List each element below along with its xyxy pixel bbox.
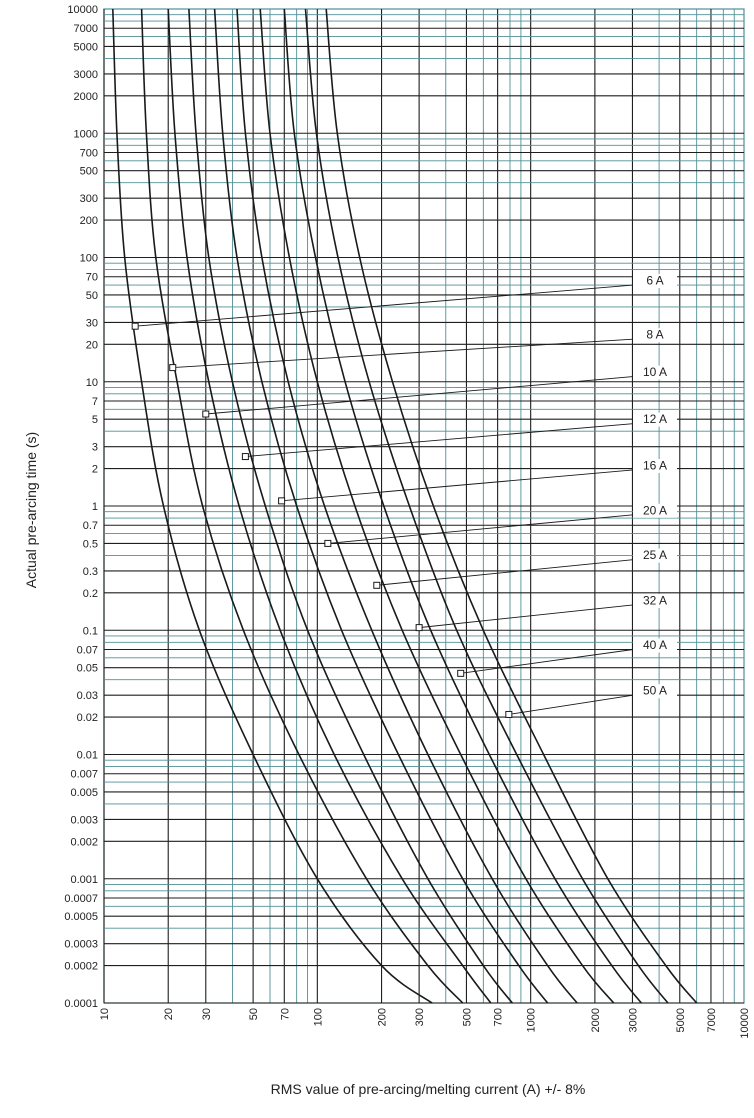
y-tick-label: 2000 xyxy=(73,90,98,103)
label-leader-lines xyxy=(135,285,672,714)
x-tick-label: 5000 xyxy=(674,1008,687,1033)
marker-40a xyxy=(458,670,464,676)
y-tick-label: 1000 xyxy=(73,128,98,141)
curve-markers xyxy=(132,323,512,717)
y-tick-label: 0.05 xyxy=(76,662,98,675)
marker-20a xyxy=(325,540,331,546)
y-tick-label: 0.001 xyxy=(70,873,98,886)
x-axis-title: RMS value of pre-arcing/melting current (A) +/- 8% xyxy=(270,1081,586,1097)
marker-12a xyxy=(242,454,248,460)
x-tick-label: 70 xyxy=(279,1008,292,1021)
marker-16a xyxy=(279,498,285,504)
y-tick-label: 500 xyxy=(79,165,98,178)
y-tick-label: 10 xyxy=(85,376,98,389)
marker-32a xyxy=(416,625,422,631)
x-axis-tick-labels xyxy=(99,1008,751,1039)
leader-50a xyxy=(509,695,633,714)
x-tick-label: 1000 xyxy=(525,1008,538,1033)
y-tick-label: 7 xyxy=(91,395,98,408)
y-tick-label: 0.002 xyxy=(70,836,98,849)
label-20a: 20 A xyxy=(642,503,668,518)
label-50a: 50 A xyxy=(642,683,668,698)
y-tick-label: 0.3 xyxy=(82,565,98,578)
y-tick-label: 0.1 xyxy=(82,625,98,638)
marker-6a xyxy=(132,323,138,329)
y-tick-label: 0.0007 xyxy=(64,892,98,905)
y-tick-label: 0.07 xyxy=(76,644,98,657)
x-tick-label: 200 xyxy=(376,1008,389,1027)
y-tick-label: 3 xyxy=(91,441,98,454)
x-tick-label: 50 xyxy=(248,1008,261,1021)
y-tick-label: 0.7 xyxy=(82,520,98,533)
x-tick-label: 10 xyxy=(99,1008,111,1021)
y-tick-label: 1 xyxy=(91,501,98,513)
y-tick-label: 20 xyxy=(85,339,98,352)
label-10a: 10 A xyxy=(642,365,668,380)
marker-25a xyxy=(374,582,380,588)
y-tick-label: 300 xyxy=(79,193,98,206)
y-tick-label: 0.007 xyxy=(70,768,98,781)
marker-10a xyxy=(203,411,209,417)
y-tick-label: 0.005 xyxy=(70,786,98,799)
x-tick-label: 10000 xyxy=(739,1008,751,1039)
label-40a: 40 A xyxy=(642,637,668,652)
x-tick-label: 30 xyxy=(200,1008,213,1021)
label-16a: 16 A xyxy=(642,458,668,473)
label-32a: 32 A xyxy=(642,593,668,608)
y-tick-label: 0.0001 xyxy=(64,998,98,1010)
y-tick-label: 0.02 xyxy=(76,712,98,725)
y-tick-label: 0.003 xyxy=(70,814,98,827)
y-tick-label: 5 xyxy=(91,414,98,427)
y-axis-title: Actual pre-arcing time (s) xyxy=(23,431,39,589)
y-tick-label: 200 xyxy=(79,215,98,228)
y-tick-label: 0.03 xyxy=(76,690,98,703)
y-tick-label: 30 xyxy=(85,317,98,330)
label-12a: 12 A xyxy=(642,412,668,427)
y-tick-label: 0.01 xyxy=(76,749,98,762)
y-tick-label: 0.0005 xyxy=(64,911,98,924)
y-tick-label: 0.0002 xyxy=(64,960,98,973)
x-tick-label: 3000 xyxy=(627,1008,640,1033)
label-6a: 6 A xyxy=(646,273,664,288)
y-axis-tick-labels xyxy=(64,4,98,1010)
marker-50a xyxy=(506,711,512,717)
x-tick-label: 2000 xyxy=(589,1008,602,1033)
fuse-rating-labels xyxy=(633,274,677,699)
label-8a: 8 A xyxy=(646,327,664,342)
y-tick-label: 0.2 xyxy=(82,587,98,600)
x-tick-label: 700 xyxy=(492,1008,505,1027)
leader-16a xyxy=(282,470,633,501)
y-tick-label: 700 xyxy=(79,147,98,160)
y-tick-label: 0.5 xyxy=(82,538,98,551)
x-tick-label: 7000 xyxy=(705,1008,718,1033)
leader-20a xyxy=(328,515,633,544)
y-tick-label: 100 xyxy=(79,252,98,265)
x-tick-label: 500 xyxy=(461,1008,474,1027)
y-tick-label: 70 xyxy=(85,271,98,284)
y-tick-label: 7000 xyxy=(73,23,98,36)
x-tick-label: 100 xyxy=(312,1008,325,1027)
y-tick-label: 2 xyxy=(91,463,98,476)
leader-8a xyxy=(173,339,633,367)
y-tick-label: 50 xyxy=(85,289,98,302)
leader-40a xyxy=(461,649,633,673)
label-25a: 25 A xyxy=(642,548,668,563)
y-tick-label: 5000 xyxy=(73,41,98,54)
y-tick-label: 10000 xyxy=(67,4,98,16)
y-tick-label: 0.0003 xyxy=(64,938,98,951)
x-tick-label: 20 xyxy=(163,1008,176,1021)
x-tick-label: 300 xyxy=(414,1008,427,1027)
y-tick-label: 3000 xyxy=(73,68,98,81)
marker-8a xyxy=(170,365,176,371)
leader-6a xyxy=(135,285,633,326)
